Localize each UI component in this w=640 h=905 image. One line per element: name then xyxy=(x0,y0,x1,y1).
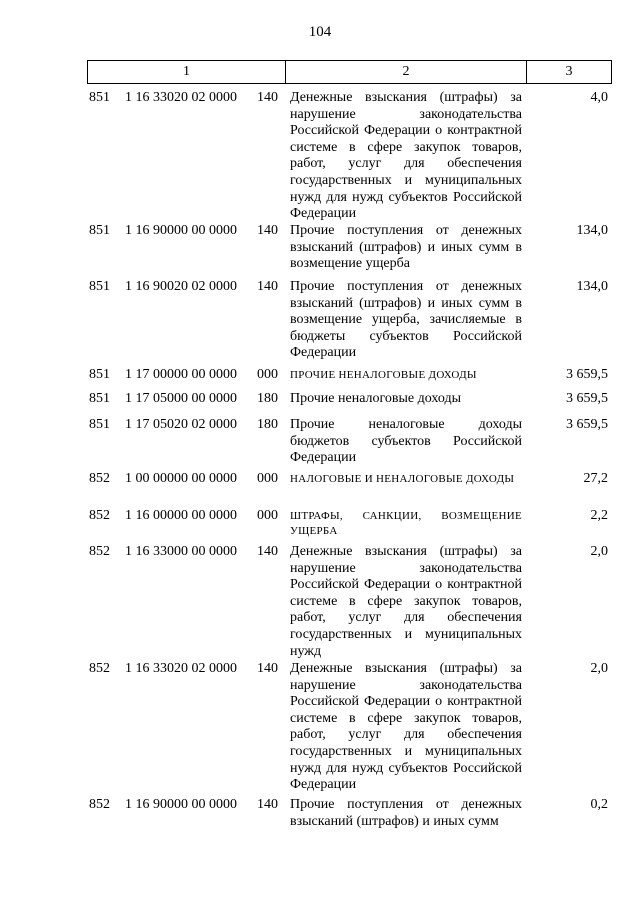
revenue-code: 1 16 33020 02 0000 xyxy=(125,90,237,105)
description: Прочие поступления от денежных взысканий (штрафов) и иных сумм в возмещение ущерба, зачисляемые в бюджеты субъектов Российской Федерации xyxy=(290,279,522,361)
subcode: 140 xyxy=(257,661,278,676)
table-header xyxy=(87,60,612,84)
amount: 134,0 xyxy=(576,223,608,238)
admin-code: 851 xyxy=(89,367,110,382)
description: Прочие поступления от денежных взысканий (штрафов) и иных сумм в возмещение ущерба xyxy=(290,223,522,272)
subcode: 180 xyxy=(257,391,278,406)
amount: 0,2 xyxy=(590,797,608,812)
description: Денежные взыскания (штрафы) за нарушение законодательства Российской Федерации о контрактной системе в сфере закупок товаров, работ, услуг для обеспечения государственных и муниципальных нужд для нужд субъектов Российской Федерации xyxy=(290,661,522,793)
subcode: 140 xyxy=(257,279,278,294)
page-number: 104 xyxy=(308,24,332,40)
revenue-code: 1 17 00000 00 0000 xyxy=(125,367,237,382)
subcode: 000 xyxy=(257,508,278,523)
admin-code: 851 xyxy=(89,417,110,432)
admin-code: 851 xyxy=(89,279,110,294)
header-col-2: 2 xyxy=(286,61,527,83)
revenue-code: 1 17 05000 00 0000 xyxy=(125,391,237,406)
revenue-code: 1 16 33020 02 0000 xyxy=(125,661,237,676)
admin-code: 851 xyxy=(89,90,110,105)
admin-code: 851 xyxy=(89,391,110,406)
amount: 4,0 xyxy=(590,90,608,105)
description: Прочие поступления от денежных взысканий (штрафов) и иных сумм xyxy=(290,797,522,829)
subcode: 000 xyxy=(257,367,278,382)
subcode: 140 xyxy=(257,544,278,559)
admin-code: 852 xyxy=(89,661,110,676)
description: Прочие неналоговые доходы бюджетов субъектов Российской Федерации xyxy=(290,417,522,466)
revenue-code: 1 16 90000 00 0000 xyxy=(125,797,237,812)
description: Прочие неналоговые доходы xyxy=(290,391,462,406)
description: ПРОЧИЕ НЕНАЛОГОВЫЕ ДОХОДЫ xyxy=(290,369,477,381)
revenue-code: 1 16 00000 00 0000 xyxy=(125,508,237,523)
header-col-1: 1 xyxy=(88,61,286,83)
description: ШТРАФЫ, САНКЦИИ, ВОЗМЕЩЕНИЕ УЩЕРБА xyxy=(290,510,522,537)
revenue-code: 1 17 05020 02 0000 xyxy=(125,417,237,432)
admin-code: 852 xyxy=(89,797,110,812)
subcode: 180 xyxy=(257,417,278,432)
amount: 134,0 xyxy=(576,279,608,294)
amount: 3 659,5 xyxy=(566,391,608,406)
description: Денежные взыскания (штрафы) за нарушение законодательства Российской Федерации о контрактной системе в сфере закупок товаров, работ, услуг для обеспечения государственных и муниципальных нужд xyxy=(290,544,522,659)
amount: 2,0 xyxy=(590,661,608,676)
subcode: 000 xyxy=(257,471,278,486)
amount: 3 659,5 xyxy=(566,417,608,432)
admin-code: 852 xyxy=(89,508,110,523)
admin-code: 851 xyxy=(89,223,110,238)
amount: 3 659,5 xyxy=(566,367,608,382)
revenue-code: 1 00 00000 00 0000 xyxy=(125,471,237,486)
amount: 2,2 xyxy=(590,508,608,523)
revenue-code: 1 16 90020 02 0000 xyxy=(125,279,237,294)
description: Денежные взыскания (штрафы) за нарушение законодательства Российской Федерации о контрактной системе в сфере закупок товаров, работ, услуг для обеспечения государственных и муниципальных нужд для нужд субъектов Российской Федерации xyxy=(290,90,522,222)
revenue-code: 1 16 33000 00 0000 xyxy=(125,544,237,559)
amount: 2,0 xyxy=(590,544,608,559)
admin-code: 852 xyxy=(89,471,110,486)
subcode: 140 xyxy=(257,797,278,812)
subcode: 140 xyxy=(257,223,278,238)
amount: 27,2 xyxy=(583,471,608,486)
revenue-code: 1 16 90000 00 0000 xyxy=(125,223,237,238)
header-col-3: 3 xyxy=(565,64,573,79)
subcode: 140 xyxy=(257,90,278,105)
description: НАЛОГОВЫЕ И НЕНАЛОГОВЫЕ ДОХОДЫ xyxy=(290,473,515,485)
admin-code: 852 xyxy=(89,544,110,559)
